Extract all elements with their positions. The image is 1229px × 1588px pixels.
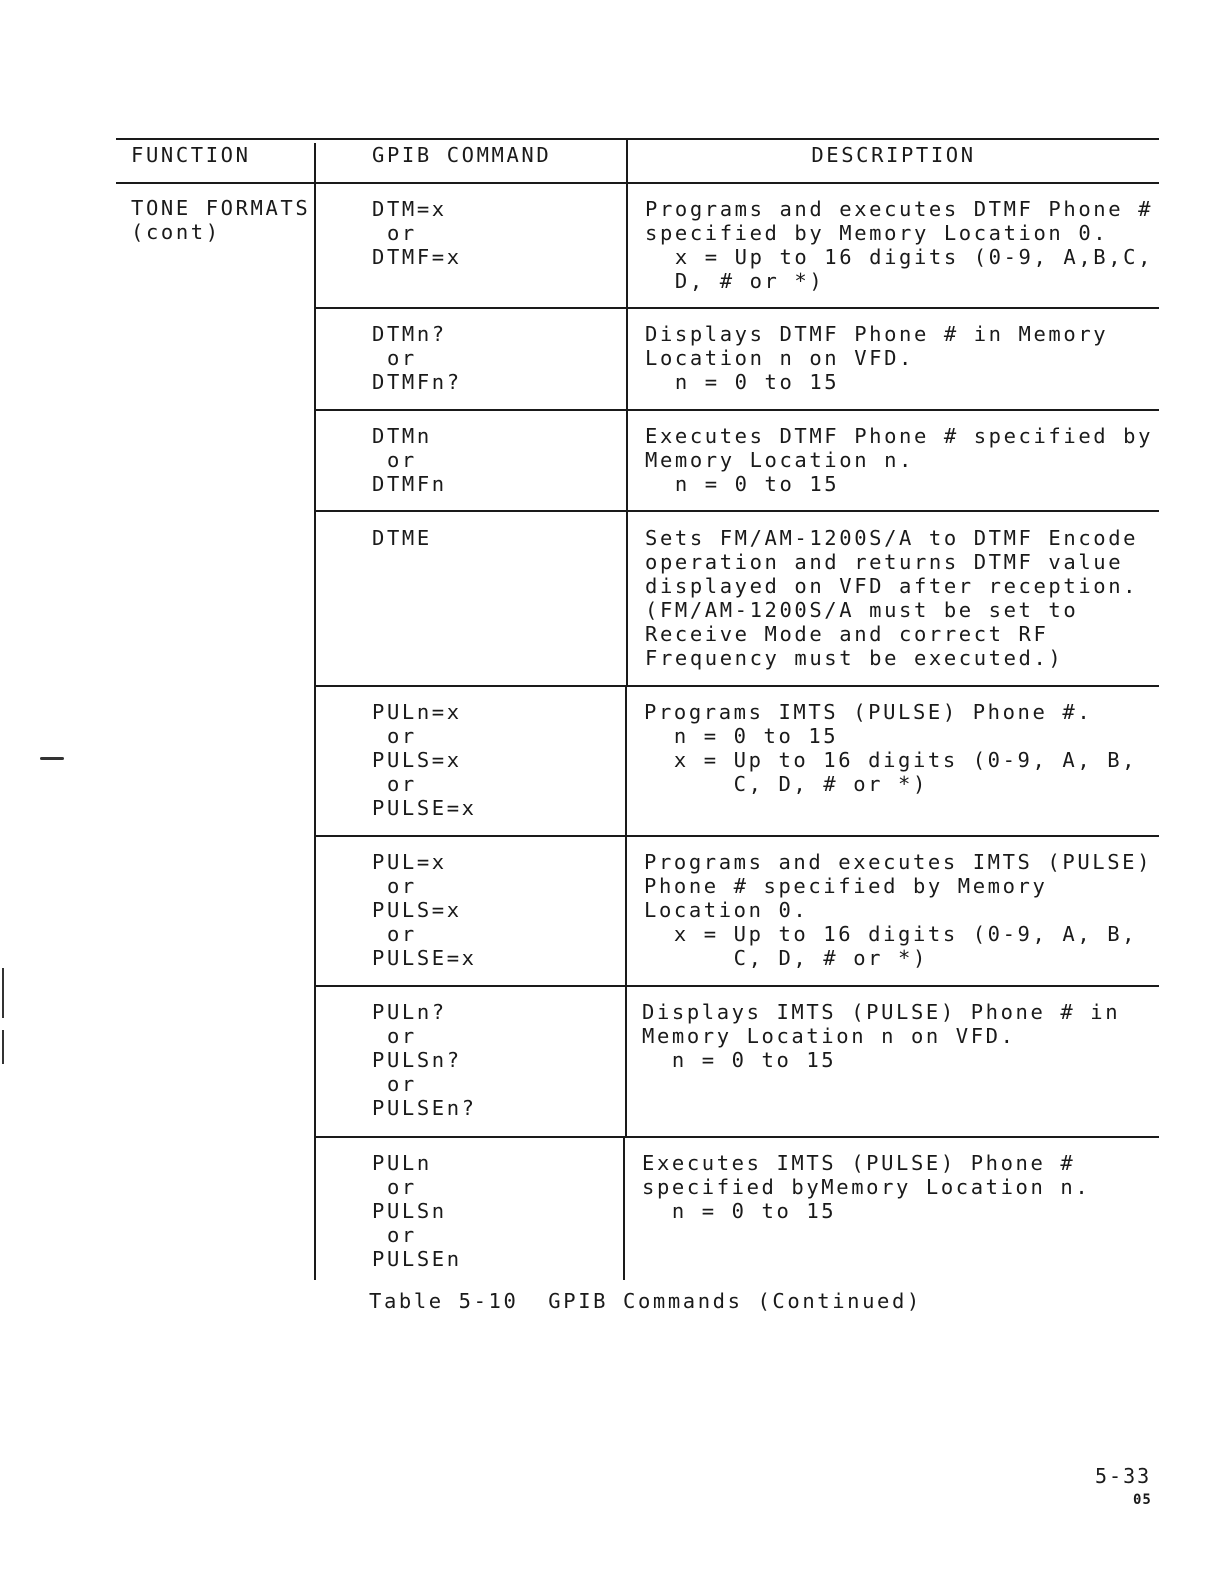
scan-mark <box>40 757 64 760</box>
row-rule <box>314 307 1159 309</box>
header-description: DESCRIPTION <box>811 143 976 167</box>
description-cell: Displays IMTS (PULSE) Phone # in Memory Location n on VFD. n = 0 to 15 <box>642 1000 1121 1072</box>
scan-mark <box>2 1030 4 1064</box>
header-bottom-rule <box>116 182 1159 184</box>
row-rule <box>314 835 1159 837</box>
scan-mark <box>2 968 4 1018</box>
row-rule <box>314 985 1159 987</box>
command-cell: DTM=x or DTMF=x <box>372 197 462 269</box>
command-cell: DTME <box>372 526 432 550</box>
column-divider <box>626 140 628 686</box>
command-cell: DTMn or DTMFn <box>372 424 447 496</box>
command-cell: DTMn? or DTMFn? <box>372 322 462 394</box>
description-cell: Executes DTMF Phone # specified by Memory Location n. n = 0 to 15 <box>645 424 1154 496</box>
command-cell: PUL=x or PULS=x or PULSE=x <box>372 850 477 970</box>
description-cell: Executes IMTS (PULSE) Phone # specified byMemory Location n. n = 0 to 15 <box>642 1151 1091 1223</box>
table-top-rule <box>116 138 1159 140</box>
description-cell: Programs IMTS (PULSE) Phone #. n = 0 to 15 x = Up to 16 digits (0-9, A, B, C, D, # or *) <box>644 700 1138 796</box>
column-divider <box>623 1136 625 1280</box>
header-gpib-command: GPIB COMMAND <box>372 143 552 167</box>
function-label: TONE FORMATS (cont) <box>131 196 311 244</box>
header-function: FUNCTION <box>131 143 251 167</box>
command-cell: PULn=x or PULS=x or PULSE=x <box>372 700 477 820</box>
row-rule <box>314 510 1159 512</box>
description-cell: Sets FM/AM-1200S/A to DTMF Encode operation and returns DTMF value displayed on VFD after reception. (FM/AM-1200S/A must be set to Receive Mode and correct RF Frequency must be executed.) <box>645 526 1139 670</box>
row-rule <box>314 685 1159 687</box>
page-sub-number: 05 <box>1133 1492 1152 1508</box>
row-rule <box>314 1136 1159 1138</box>
description-cell: Programs and executes DTMF Phone # specified by Memory Location 0. x = Up to 16 digits (0-9, A,B,C, D, # or *) <box>645 197 1154 293</box>
command-cell: PULn or PULSn or PULSEn <box>372 1151 462 1271</box>
row-rule <box>314 409 1159 411</box>
command-cell: PULn? or PULSn? or PULSEn? <box>372 1000 477 1120</box>
description-cell: Displays DTMF Phone # in Memory Location n on VFD. n = 0 to 15 <box>645 322 1109 394</box>
column-divider <box>314 143 316 1280</box>
column-divider <box>625 686 627 1136</box>
description-cell: Programs and executes IMTS (PULSE) Phone # specified by Memory Location 0. x = Up to 16 digits (0-9, A, B, C, D, # or *) <box>644 850 1153 970</box>
table-caption: Table 5-10 GPIB Commands (Continued) <box>369 1289 922 1313</box>
page-number: 5-33 <box>1095 1464 1152 1488</box>
